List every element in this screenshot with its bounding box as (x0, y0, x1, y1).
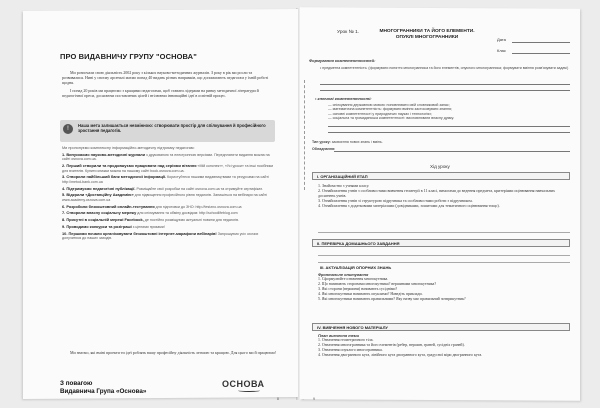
list-item: 5. Які многокутники називають правильними? Яку назву має правильний чотирикутник? (318, 297, 466, 301)
mission-text: Наша мета залишається незмінною: створювати простір для спілкування й професійного зростання педагогів. (78, 123, 266, 134)
list-item: 1. Знайомство з учнями класу. (318, 183, 370, 188)
list-item (62, 205, 277, 209)
list-item: — соціальна та громадянська компетентності: висловлювати власну думку. (328, 116, 455, 121)
course-label: Хід уроку (430, 164, 450, 169)
list-item-body: з цінними призами! (132, 225, 165, 229)
list-item-body: з друкованою та електронною версіями. Передплатити видання можна на сайті osnova.com.ua. (62, 153, 270, 162)
list-item-head: 9. Проводимо конкурси та розіграші (62, 224, 132, 229)
lesson-type-label: Тип уроку: (312, 140, 331, 144)
list-item-head: 6. Розробили безкоштовний онлайн-тестування (62, 203, 155, 209)
list-item: 3. Означення опуклого многогранника. (318, 348, 383, 352)
stage1-list (318, 183, 570, 208)
left-page-intro-text (62, 70, 272, 100)
list-item (62, 193, 277, 202)
list-item-body: Розміщайте свої розробки на сайті osnova.com.ua та отримуйте сертифікат. (136, 186, 263, 191)
list-item-body: Запрошуємо усіх охочих долучитися до наших заходів. (62, 231, 259, 241)
notes-lines (318, 249, 570, 263)
closing-text: Ми знаємо, які вміні проекти ти ідеї роблять вашу професійну діяльність легшою та кращою. Для цього ми й працюємо! (70, 350, 277, 355)
list-item-head: 5. Відкрили «Дистанційну Академію» (62, 192, 134, 198)
list-item-head: 7. Створили власну соціальну мережу (62, 210, 137, 216)
list-item-body: де постійно розміщуємо актуальні новини для педагогів. (144, 218, 240, 223)
paragraph: Ми розпочали свою діяльність 2002 року з кількох науково-методичних журналів. З року в рік ми росли та розвивалися. Нині у своєму арсеналі маємо понад 40 видань різних напрямків, що допомагають педагогам у їхній роботі щодня. (62, 70, 269, 86)
list-item (62, 225, 277, 229)
key-competences-title: • ключові компетентності: (315, 96, 372, 101)
list-item (62, 211, 277, 215)
services-list (62, 153, 277, 243)
fill-line (320, 84, 570, 85)
stage-actualization: III. АКТУАЛІЗАЦІЯ ОПОРНИХ ЗНАНЬ (320, 265, 392, 270)
list-item: 1. Сформулюйте означення многокутника. (318, 277, 389, 281)
list-item: 3. Які сторони (вершини) називають сусідніми? (318, 287, 398, 291)
plan-block (318, 333, 570, 358)
exclamation-icon: ! (63, 124, 73, 134)
questions-block (318, 272, 570, 302)
list-item: 1. Означення геометричного тіла. (318, 338, 374, 342)
lesson-title: МНОГОГРАННИКИ ТА ЙОГО ЕЛЕМЕНТИ. ОПУКЛІ МНОГОГРАННИКИ (379, 29, 475, 40)
lesson-type-value: засвоєння нових знань і вмінь. (331, 140, 383, 144)
fill-line (334, 151, 570, 152)
list-item-head: 2. Перший створили та продовжуємо працювати над серіями вітання (62, 163, 197, 169)
list-item-head: 10. Першими почали організовувати безкоштовні інтернет-марафони вебінарів! (62, 230, 217, 236)
list-item: 2. Означення многогранника та його елементів (ребер, вершин, граней, сусідніх граней). (318, 343, 465, 347)
fill-line (320, 90, 570, 91)
class-label: Клас (497, 48, 506, 53)
left-page-title: ПРО ВИДАВНИЧУ ГРУПУ "ОСНОВА" (60, 52, 197, 61)
page-number: 8 (277, 397, 279, 401)
competences-title: Формування компетентностей: (309, 58, 376, 63)
notes-lines (318, 226, 570, 233)
list-item: 2. Ознайомлення учнів з особливостями вивчення геометрії в 11 класі, вимогами до ведення предмета, критеріями оцінювання навчальних досягнень учнів. (318, 188, 556, 199)
fill-line (328, 126, 570, 127)
signature-line: Видавнича Група «Основа» (60, 388, 147, 395)
frontal-survey-label: Фронтальне опитування (318, 272, 369, 277)
list-item: — математична компетентність: формувати вміння застосовувати знання; (328, 107, 452, 112)
list-item-head: 8. Присутні в соціальній мережі Facebook, (62, 217, 144, 223)
list-item: 4. Означення двогранного кута, лінійного кута двогранного кута, градусної міри двогранного кута. (318, 353, 483, 357)
list-item-head: 1. Випускаємо науково-методичні журнали (62, 152, 146, 157)
stage-organizational: I. ОРГАНІЗАЦІЙНИЙ ЕТАП (312, 172, 570, 180)
list-item-head: 4. Підтримуємо педагогічні публікації. (62, 185, 136, 191)
date-field-line (512, 42, 570, 43)
list-item (62, 153, 277, 162)
plan-label: План вивчення теми (318, 333, 360, 338)
paragraph: І понад 20 років ми працюємо з кращими педагогами, щоб ставати лідерами на ринку методичної літератури й педагогічної преси, досягаючи поставлених цілей і втілюючи інноваційні ідеї в освітній процес. (62, 87, 259, 98)
list-item-body: для підготовки до ЗНО: http://testzno.osnova.com.ua (155, 204, 242, 209)
fill-line (328, 132, 570, 133)
list-item-head: 3. Створили найбільший банк методичної інформації. (62, 174, 167, 180)
list-item: — спілкування державною мовою: поповнювати свій словниковий запас; (328, 103, 450, 107)
cut-line (304, 80, 305, 190)
logo-swoosh (238, 389, 260, 392)
stage-homework-check: II. ПЕРЕВІРКА ДОМАШНЬОГО ЗАВДАННЯ (312, 239, 570, 247)
date-label: Дата (497, 37, 506, 42)
signature-line: З повагою (60, 380, 93, 387)
list-item: 4. Які многокутники називають опуклими? Наведіть приклади. (318, 292, 423, 296)
class-field-line (512, 53, 570, 54)
lesson-type (312, 140, 562, 144)
list-item (62, 218, 277, 222)
list-item: 2. Що називають сторонами многокутника? вершинами многокутника? (318, 282, 437, 286)
fill-line (318, 249, 570, 256)
list-item-body: для підвищення професійного рівня педагогів. Запишіться на вебінари на сайті www.academy.osnova.com.ua (62, 193, 267, 202)
osnova-logo: ОСНОВА (222, 379, 265, 389)
list-item (62, 164, 277, 173)
list-item: — основні компетентності у природничих науках і технологіях; (328, 111, 433, 116)
list-item-body: «Мій конспект», «Усі уроки» та інші посібники для вчителів. Купити книжки можна на нашому сайті book.osnova.com.ua. (62, 164, 274, 173)
stage-new-material: IV. ВИВЧЕННЯ НОВОГО МАТЕРІАЛУ (312, 323, 570, 331)
list-item (62, 175, 277, 184)
key-competences-list (328, 103, 570, 121)
subject-competence: • предметна компетентність: (формувати поняття многогранника та його елементів, опуклого многогранника; формувати вміння розв'язувати задачі) (320, 66, 569, 70)
signature (60, 380, 146, 396)
list-item-body: Користуйтеся нашими видавництвами та ресурсами на сайті http://metod-bank.com.ua (62, 175, 269, 184)
list-item: 3. Ознайомлення учнів зі структурою підручника та особливостями роботи з підручником. (318, 198, 473, 204)
list-item (62, 187, 277, 191)
list-item: 4. Ознайомлення з додатковими матеріалами (довідниками, зошитами для тематичного оцінювання тощо). (318, 203, 500, 209)
services-intro: Ми пропонуємо комплексну інформаційно-методичну підтримку педагогам: (62, 146, 195, 150)
fill-line (318, 226, 570, 233)
fill-line (318, 256, 570, 263)
list-item (62, 232, 277, 241)
lesson-number: Урок № 1. (337, 30, 360, 35)
page-number: 9 (313, 397, 315, 401)
list-item-body: для спілкування та обміну досвідом: http://schoollifeblog.com (137, 211, 238, 216)
equipment-label: Обладнання: (312, 147, 336, 151)
